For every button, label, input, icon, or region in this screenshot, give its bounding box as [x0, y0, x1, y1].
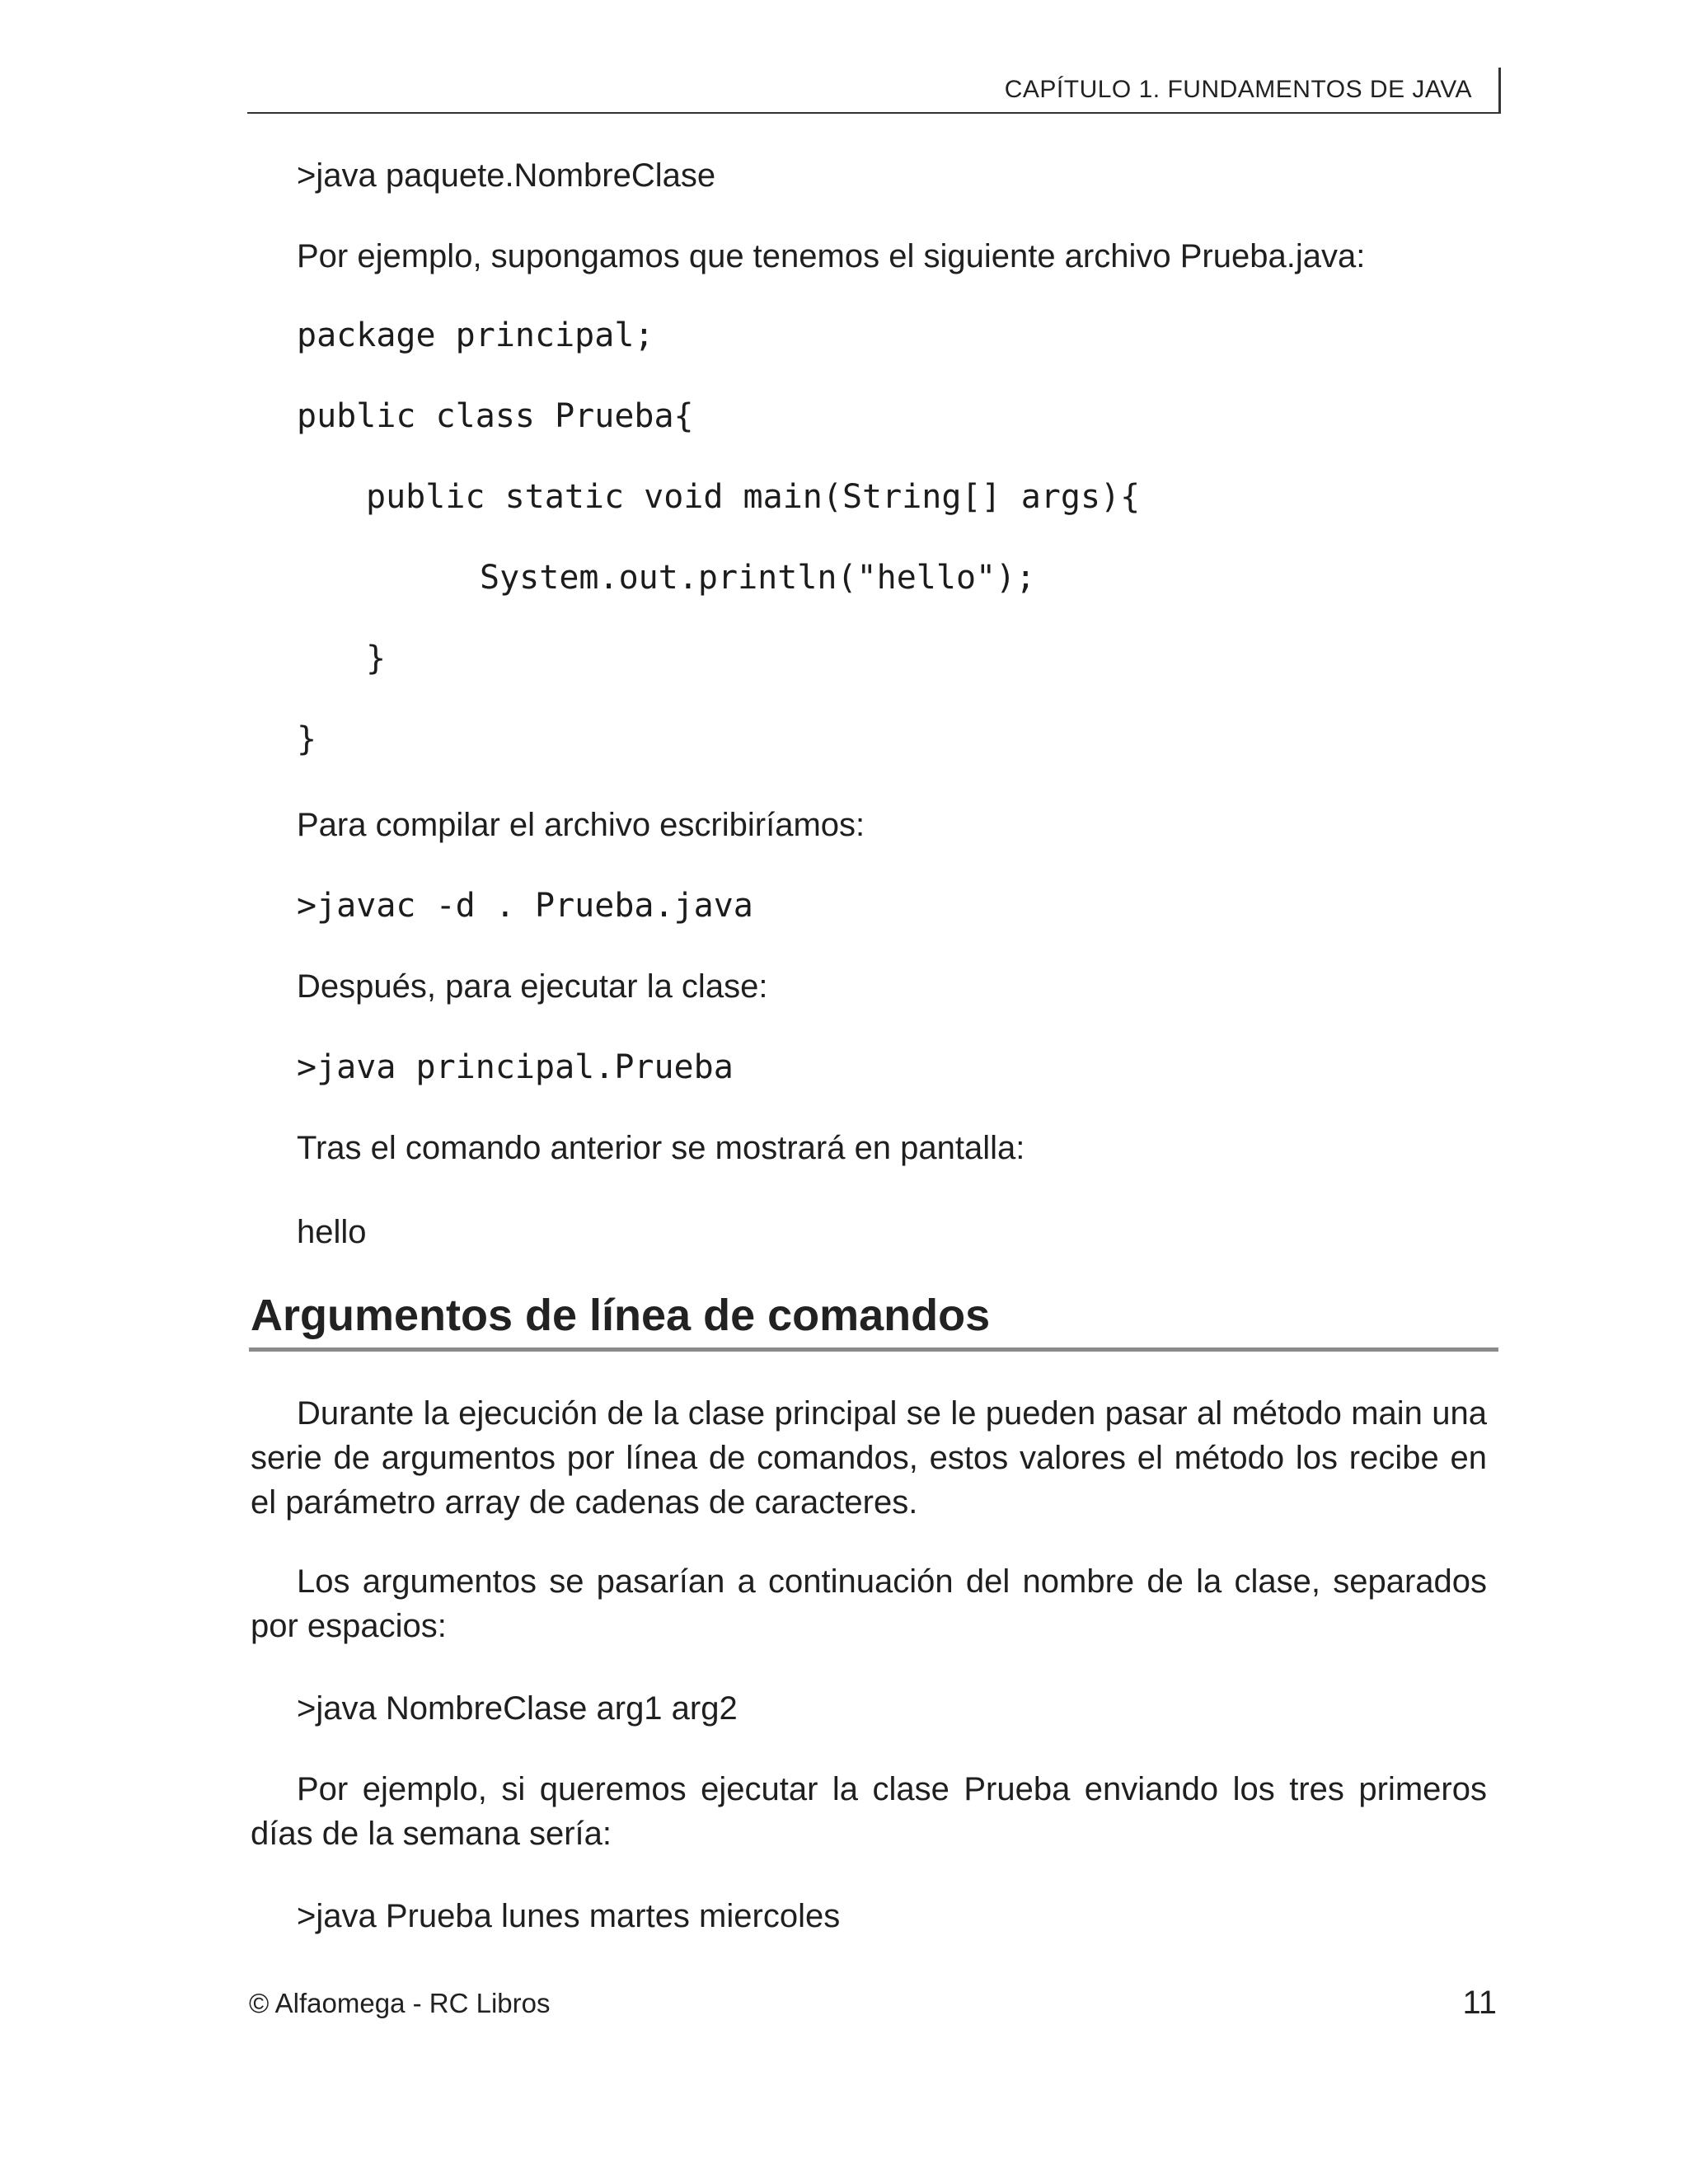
section-rule [249, 1347, 1498, 1352]
command-line: >javac -d . Prueba.java [297, 887, 753, 925]
command-line: >java NombreClase arg1 arg2 [297, 1690, 738, 1727]
paragraph [251, 1767, 1487, 1856]
paragraph-text: Los argumentos se pasarían a continuación del nombre de la clase, separados por espacios: [251, 1563, 1487, 1644]
code-line: System.out.println("hello"); [480, 559, 1036, 597]
program-output: hello [297, 1214, 367, 1250]
paragraph-text: Por ejemplo, si queremos ejecutar la clase Prueba enviando los tres primeros días de la semana sería: [251, 1771, 1487, 1852]
command-line: >java paquete.NombreClase [297, 157, 716, 194]
header-vertical-bar [1498, 68, 1501, 114]
chapter-header: CAPÍTULO 1. FUNDAMENTOS DE JAVA [1004, 76, 1472, 103]
paragraph: Tras el comando anterior se mostrará en pantalla: [297, 1130, 1025, 1166]
code-line: package principal; [297, 316, 654, 354]
section-heading: Argumentos de línea de comandos [251, 1291, 991, 1340]
code-line: } [297, 720, 317, 758]
code-line: public static void main(String[] args){ [366, 478, 1141, 516]
header-rule [247, 112, 1500, 114]
publisher-footer: © Alfaomega - RC Libros [249, 1988, 551, 2018]
paragraph [251, 1391, 1487, 1525]
paragraph: Por ejemplo, supongamos que tenemos el siguiente archivo Prueba.java: [297, 238, 1366, 274]
paragraph [251, 1559, 1487, 1648]
page-number: 11 [1462, 1985, 1497, 2021]
paragraph: Para compilar el archivo escribiríamos: [297, 807, 865, 843]
command-line: >java principal.Prueba [297, 1048, 734, 1086]
paragraph: Después, para ejecutar la clase: [297, 968, 768, 1005]
code-line: } [366, 640, 387, 677]
code-line: public class Prueba{ [297, 397, 694, 435]
command-line: >java Prueba lunes martes miercoles [297, 1898, 841, 1934]
paragraph-text: Durante la ejecución de la clase principal se le pueden pasar al método main una serie de argumentos por línea de comandos, estos valores el método los recibe en el parámetro array de cadenas de caracteres. [251, 1395, 1487, 1521]
